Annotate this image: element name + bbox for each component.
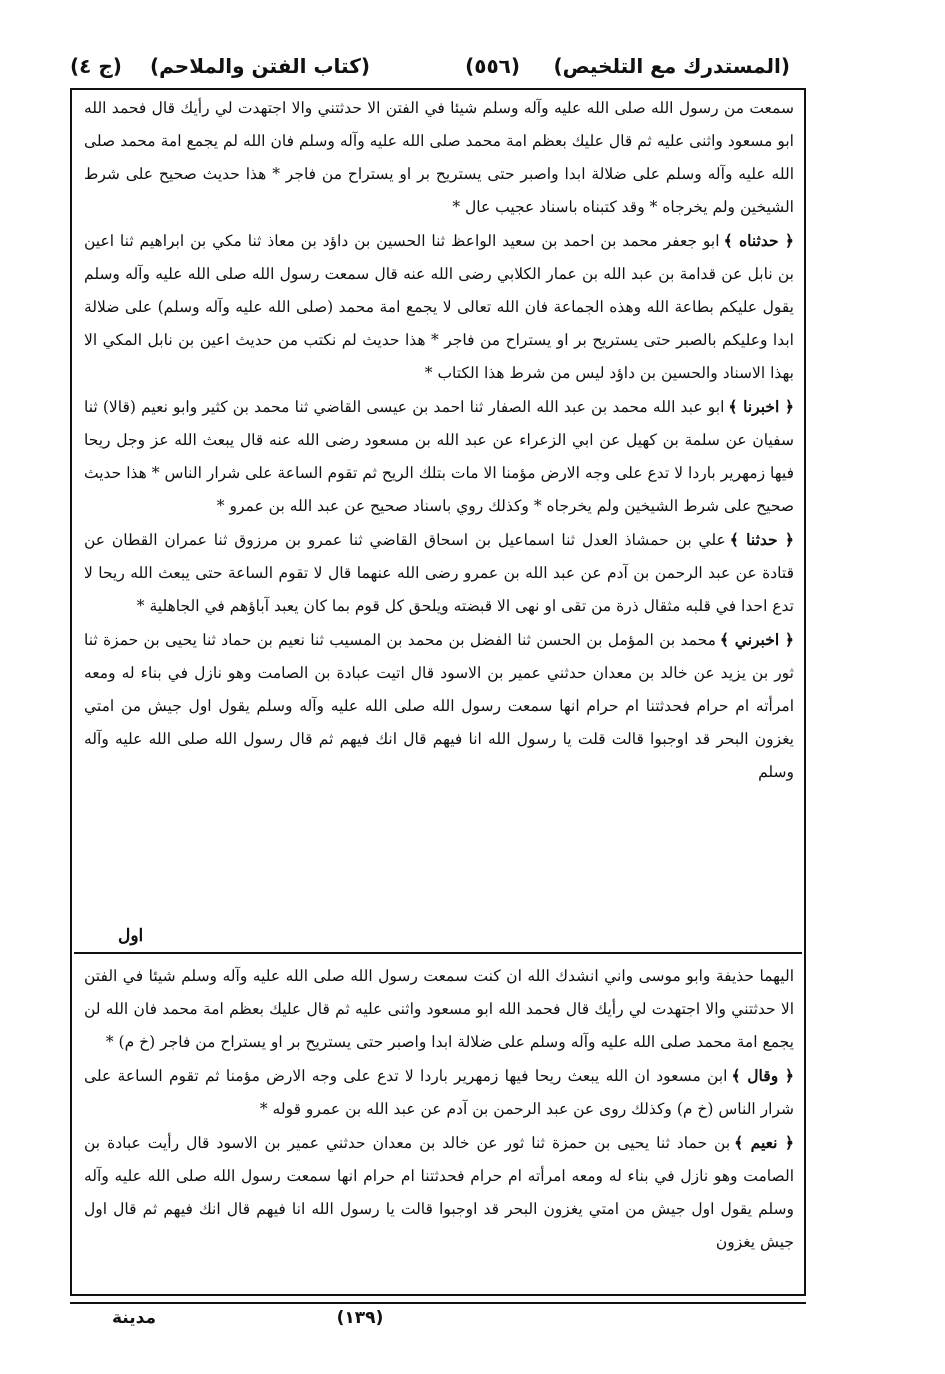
footer-page-number: (١٣٩) [336, 1308, 384, 1328]
main-paragraph [84, 523, 794, 623]
footer-rule [70, 1302, 806, 1304]
main-paragraph-text: ابو عبد الله محمد بن عبد الله الصفار ثنا احمد بن عيسى القاضي ثنا محمد بن كثير وابو نعيم (قالا) ثنا سفيان عن سلمة بن كهيل عن ابي الزعراء عن عبد الله بن مسعود رضى الله عنه قال يبعث الله عز وجل ريحا فيها زمهرير باردا لا تدع على وجه الارض مؤمنا الا مات بتلك الريح ثم تقوم الساعة على شرار الناس * هذا حديث صحيح على شرط الشيخين ولم يخرجاه * وكذلك روي باسناد صحيح عن عبد الله بن عمرو * [84, 398, 794, 515]
footnote-paragraph-text: بن حماد ثنا يحيى بن حمزة ثنا ثور عن خالد بن معدان حدثني عمير بن الاسود قال رأيت عبادة بن الصامت وهو نازل في بناء له ومعه امرأته ام حرام فحدثتنا ام حرام انها سمعت رسول الله صلى الله عليه وآله وسلم يقول اول جيش من امتي يغزون البحر قد اوجبوا قالت يا رسول الله انا فيهم قال انك فيهم ثم قال اول جيش يغزون [84, 1134, 794, 1251]
page-header [70, 48, 790, 86]
main-paragraph [84, 92, 794, 224]
main-paragraph-text: ابو جعفر محمد بن احمد بن سعيد الواعظ ثنا الحسين بن داؤد بن معاذ ثنا مكي بن ابراهيم ثنا اعين بن نابل عن قدامة بن عبد الله بن عمار الكلابي رضى الله عنه قال سمعت رسول الله صلى الله عليه وآله وسلم يقول عليكم بطاعة الله وهذه الجماعة فان الله تعالى لا يجمع امة محمد (صلى الله عليه وآله وسلم) على ضلالة ابدا وعليكم بالصبر حتى يستريح بر او يستراح من فاجر * هذا حديث لم نكتب من حديث اعين بن نابل المكي الا بهذا الاسناد والحسين بن داؤد ليس من شرط هذا الكتاب * [84, 232, 795, 382]
main-paragraph-text: محمد بن المؤمل بن الحسن ثنا الفضل بن محمد بن المسيب ثنا نعيم بن حماد ثنا يحيى بن حمزة ثنا ثور بن يزيد عن خالد بن معدان حدثني عمير بن الاسود قال اتيت عبادة بن الصامت وهو نازل في بناء له ومعه امرأته ام حرام فحدثتنا ام حرام انها سمعت رسول الله صلى الله عليه وآله وسلم يقول اول جيش من امتي يغزون البحر قد اوجبوا قالت قلت يا رسول الله انا فيهم قال انك فيهم ثم قال رسول الله صلى الله عليه وآله وسلم [84, 631, 794, 781]
footnote-separator [74, 952, 802, 954]
main-paragraph-marker: ﴿ حدثنا ﴾ [729, 530, 794, 549]
footnote-paragraph [84, 1126, 794, 1259]
catchword: اول [118, 926, 144, 946]
main-paragraph-text: علي بن حمشاذ العدل ثنا اسماعيل بن اسحاق القاضي ثنا عمرو بن مرزوق ثنا عمران القطان عن قتادة عن عبد الرحمن بن آدم عن عبد الله بن عمرو رضى الله عنهما قال لا تقوم الساعة حتى يبعث الله ريحا لا تدع احدا في قلبه مثقال ذرة من تقى او نهى الا قبضته ويلحق كل قوم بما كان يعبد آباؤهم في الجاهلية * [84, 531, 794, 615]
footnote-paragraph-marker: ﴿ نعيم ﴾ [734, 1133, 794, 1152]
footnotes-text [84, 960, 794, 1290]
main-paragraph-marker: ﴿ اخبرنا ﴾ [728, 397, 794, 416]
book-title: (كتاب الفتن والملاحم) [149, 54, 370, 78]
main-paragraph [84, 623, 794, 789]
main-paragraph-text: سمعت من رسول الله صلى الله عليه وآله وسلم شيئا في الفتن الا حدثتني والا اجتهدت لي رأيك قال فحمد الله ابو مسعود واثنى عليه ثم قال عليك بعظم امة محمد صلى الله عليه وآله وسلم فان الله لم يجمع امة محمد صلى الله عليه وآله وسلم على ضلالة ابدا واصبر حتى يستريح بر او يستراح من فاجر * هذا حديث صحيح على شرط الشيخين ولم يخرجاه * وقد كتبناه باسناد عجيب عال * [84, 99, 794, 216]
footnote-paragraph [84, 960, 794, 1059]
main-paragraph-marker: ﴿ اخبرني ﴾ [719, 630, 794, 649]
main-paragraph-marker: ﴿ حدثناه ﴾ [723, 231, 795, 250]
main-paragraph [84, 224, 794, 390]
volume-number: (ج ٤) [70, 54, 122, 78]
running-title: (المستدرك مع التلخيص) [553, 54, 790, 78]
main-text [84, 92, 794, 912]
footer-note: مدينة [112, 1308, 156, 1328]
main-paragraph [84, 390, 794, 523]
footnote-paragraph-text: اليهما حذيفة وابو موسى واني انشدك الله ان كنت سمعت رسول الله صلى الله عليه وآله وسلم شيئا في الفتن الا حدثتني والا اجتهدت لي رأيك قال فحمد الله ابو مسعود واثنى عليه ثم قال عليك بعظم امة محمد فان الله لن يجمع امة محمد صلى الله عليه وآله وسلم على ضلالة ابدا واصبر حتى يستريح بر او يستراح من فاجر (خ م) * [84, 967, 794, 1051]
footnote-paragraph-marker: ﴿ وقال ﴾ [731, 1066, 794, 1085]
header-page-number: (٥٥٦) [465, 54, 520, 78]
footnote-paragraph [84, 1059, 794, 1126]
footnote-paragraph-text: ابن مسعود ان الله يبعث ريحا فيها زمهرير باردا لا تدع على وجه الارض مؤمنا ثم تقوم الساعة على شرار الناس (خ م) وكذلك روى عن عبد الرحمن بن آدم عن عبد الله بن عمرو قوله * [84, 1067, 794, 1118]
